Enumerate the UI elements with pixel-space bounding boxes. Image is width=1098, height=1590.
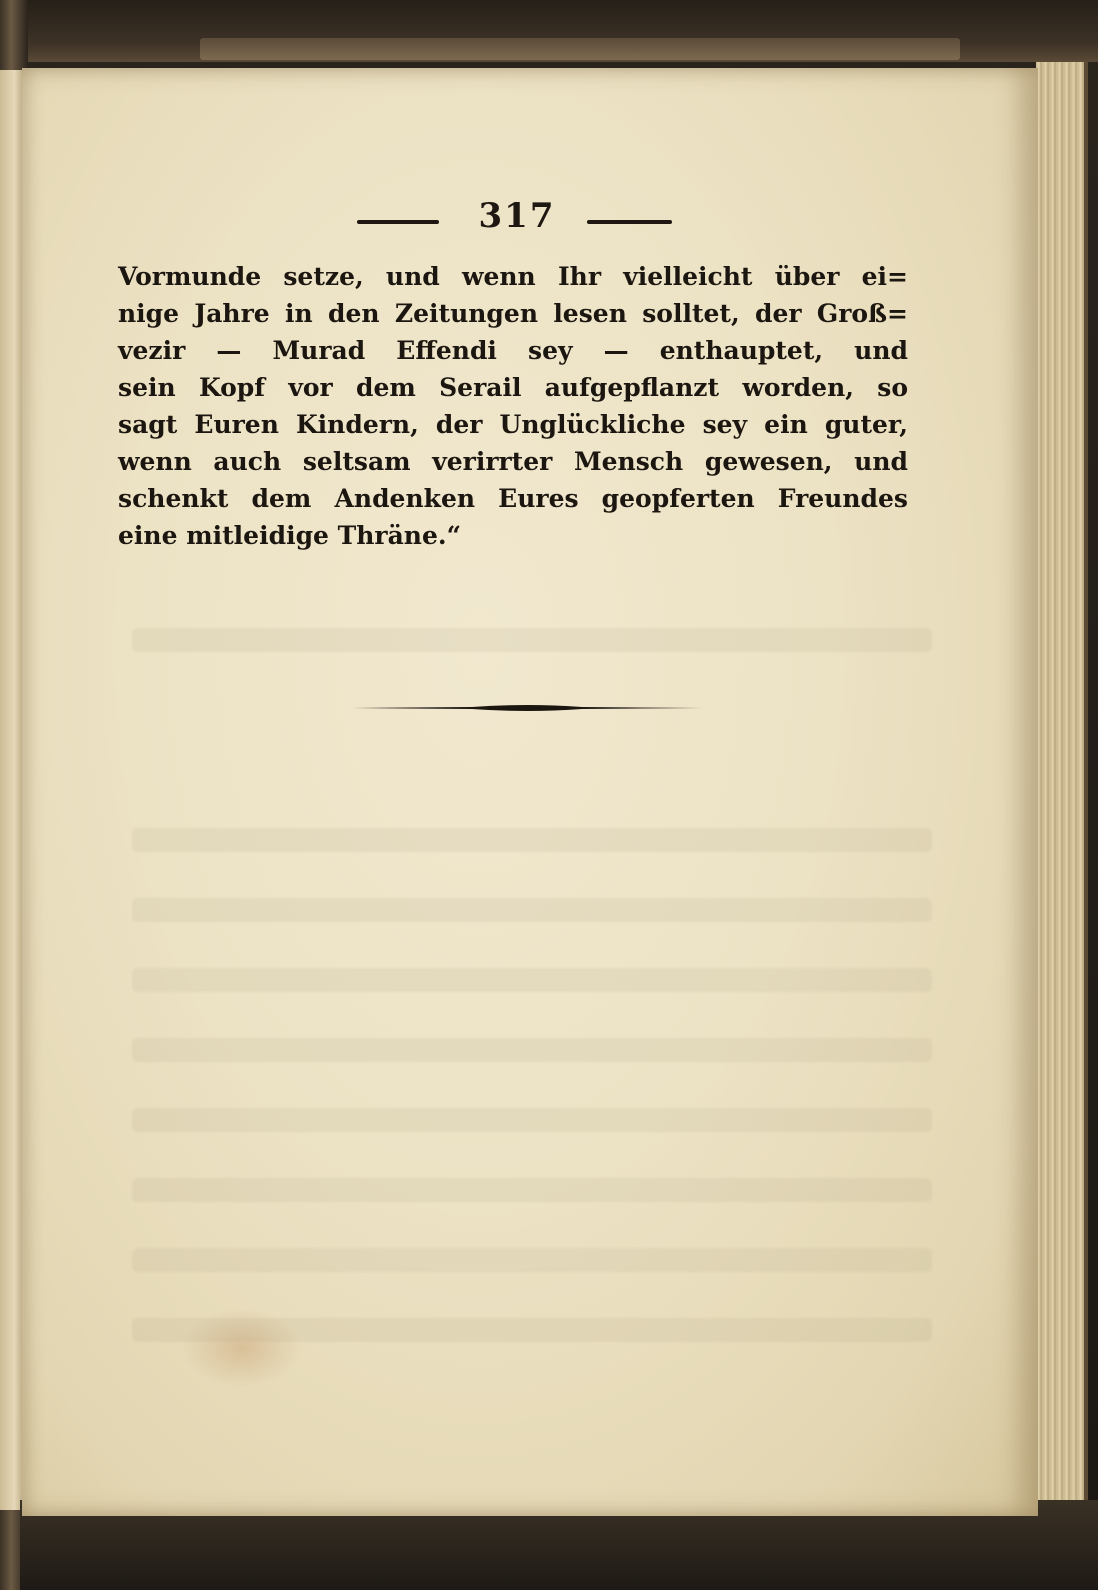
text-line: nige Jahre in den Zeitungen lesen solltet, der Groß= — [118, 299, 908, 328]
paper-stain — [182, 1308, 302, 1388]
bleed-through-shadow — [132, 968, 932, 992]
page-number: 317 — [478, 196, 556, 236]
bleed-through-shadow — [132, 898, 932, 922]
text-line: sein Kopf vor dem Serail aufgepflanzt worden, so — [118, 373, 908, 402]
bleed-through-shadow — [132, 1178, 932, 1202]
bleed-through-shadow — [132, 628, 932, 652]
text-line: sagt Euren Kindern, der Unglückliche sey ein guter, — [118, 410, 908, 439]
bleed-through-shadow — [132, 828, 932, 852]
facing-page-edge — [0, 70, 24, 1510]
body-text — [118, 258, 908, 554]
bleed-through-shadow — [132, 1038, 932, 1062]
book-spine-edge — [200, 38, 960, 60]
text-line: eine mitleidige Thräne.“ — [118, 521, 461, 550]
bleed-through-shadow — [132, 1108, 932, 1132]
book-page — [22, 68, 1038, 1516]
bleed-through-shadow — [132, 1248, 932, 1272]
text-line: schenkt dem Andenken Eures geopferten Freundes — [118, 484, 908, 513]
end-ornament-rule — [352, 702, 702, 714]
text-line: Vormunde setze, und wenn Ihr vielleicht über ei= — [118, 262, 908, 291]
header-rule-right — [587, 220, 672, 224]
page-header — [22, 196, 1038, 246]
text-line: vezir — Murad Effendi sey — enthauptet, und — [118, 336, 908, 365]
text-line: wenn auch seltsam verirrter Mensch gewesen, und — [118, 447, 908, 476]
page-stack-edge — [1036, 62, 1088, 1500]
header-rule-left — [357, 220, 439, 224]
